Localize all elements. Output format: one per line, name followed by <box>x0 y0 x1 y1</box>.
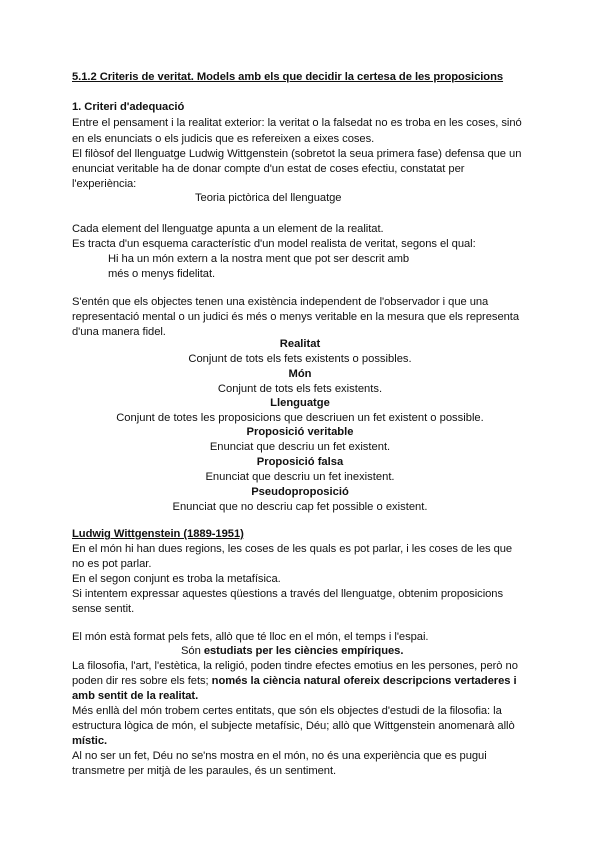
theory-label: Teoria pictòrica del llenguatge <box>195 192 342 204</box>
definition-term: Llenguatge <box>270 397 330 409</box>
paragraph-line: El món està format pels fets, allò que té lloc en el món, el temps i l'espai. <box>72 631 429 643</box>
paragraph-line: enunciat veritable ha de donar compte d'un estat de coses efectiu, constatat per <box>72 163 465 175</box>
paragraph-line: estructura lògica de món, el subjecte metafísic, Déu; allò que Wittgenstein anomenarà allò <box>72 720 515 732</box>
definition-text: Enunciat que no descriu cap fet possible o existent. <box>172 501 428 513</box>
paragraph-line: La filosofia, l'art, l'estètica, la religió, poden tindre efectes emotius en les persones, però no <box>72 660 518 672</box>
paragraph-line: Al no ser un fet, Déu no se'ns mostra en el món, no és una experiència que es pugui <box>72 750 487 762</box>
indented-line: més o menys fidelitat. <box>108 268 216 280</box>
definition-text: Enunciat que descriu un fet existent. <box>209 441 391 453</box>
paragraph-line: místic. <box>72 735 108 747</box>
inline-bold: estudiats per les ciències empíriques. <box>203 645 404 657</box>
paragraph-line: transmetre per mitjà de les paraules, és un sentiment. <box>72 765 337 777</box>
inline-text: Són <box>181 645 204 657</box>
paragraph-line: Més enllà del món trobem certes entitats, que són els objectes d'estudi de la filosofia: la <box>72 705 502 717</box>
inline-text: poden dir res sobre els fets; <box>72 675 212 687</box>
definition-term: Proposició falsa <box>256 456 344 468</box>
paragraph-line: no es pot parlar. <box>72 558 152 570</box>
section-heading-adequacy: 1. Criteri d'adequació <box>72 101 185 113</box>
section-heading-wittgenstein: Ludwig Wittgenstein (1889-1951) <box>72 528 244 540</box>
definition-term: Món <box>288 368 312 380</box>
paragraph-line: amb sentit de la realitat. <box>72 690 199 702</box>
paragraph-line: en els enunciats o els judicis que es refereixen a eixes coses. <box>72 133 375 145</box>
indented-line: Hi ha un món extern a la nostra ment que pot ser descrit amb <box>108 253 410 265</box>
paragraph-line: sense sentit. <box>72 603 135 615</box>
definition-text: Conjunt de totes les proposicions que descriuen un fet existent o possible. <box>116 412 484 424</box>
empirical-sciences-line <box>181 643 403 659</box>
paragraph-line: En el món hi han dues regions, les coses de les quals es pot parlar, i les coses de les que <box>72 543 513 555</box>
paragraph-line: El filòsof del llenguatge Ludwig Wittgenstein (sobretot la seua primera fase) defensa que un <box>72 148 522 160</box>
definition-term: Pseudoproposició <box>251 486 349 498</box>
paragraph-line: Cada element del llenguatge apunta a un element de la realitat. <box>72 223 384 235</box>
definition-term: Proposició veritable <box>246 426 354 438</box>
inline-bold: només la ciència natural ofereix descripcions vertaderes i <box>211 675 517 687</box>
paragraph-line: d'una manera fidel. <box>72 326 166 338</box>
paragraph-line: S'entén que els objectes tenen una existència independent de l'observador i que una <box>72 296 489 308</box>
definition-text: Enunciat que descriu un fet inexistent. <box>205 471 395 483</box>
paragraph-line: Si intentem expressar aquestes qüestions a través del llenguatge, obtenim proposicions <box>72 588 504 600</box>
paragraph-line: Entre el pensament i la realitat exterior: la veritat o la falsedat no es troba en les coses, sinó <box>72 117 522 129</box>
definition-text: Conjunt de tots els fets existents. <box>217 383 383 395</box>
definition-term: Realitat <box>279 338 321 350</box>
paragraph-line: representació mental o un judici és més o menys veritable en la mesura que els representa <box>72 311 520 323</box>
paragraph-line: Es tracta d'un esquema característic d'un model realista de veritat, segons el qual: <box>72 238 476 250</box>
document-title: 5.1.2 Criteris de veritat. Models amb els que decidir la certesa de les proposicions <box>72 71 504 83</box>
definition-text: Conjunt de tots els fets existents o possibles. <box>188 353 412 365</box>
paragraph-line <box>72 673 517 689</box>
paragraph-line: En el segon conjunt es troba la metafísica. <box>72 573 281 585</box>
paragraph-line: l'experiència: <box>72 178 137 190</box>
